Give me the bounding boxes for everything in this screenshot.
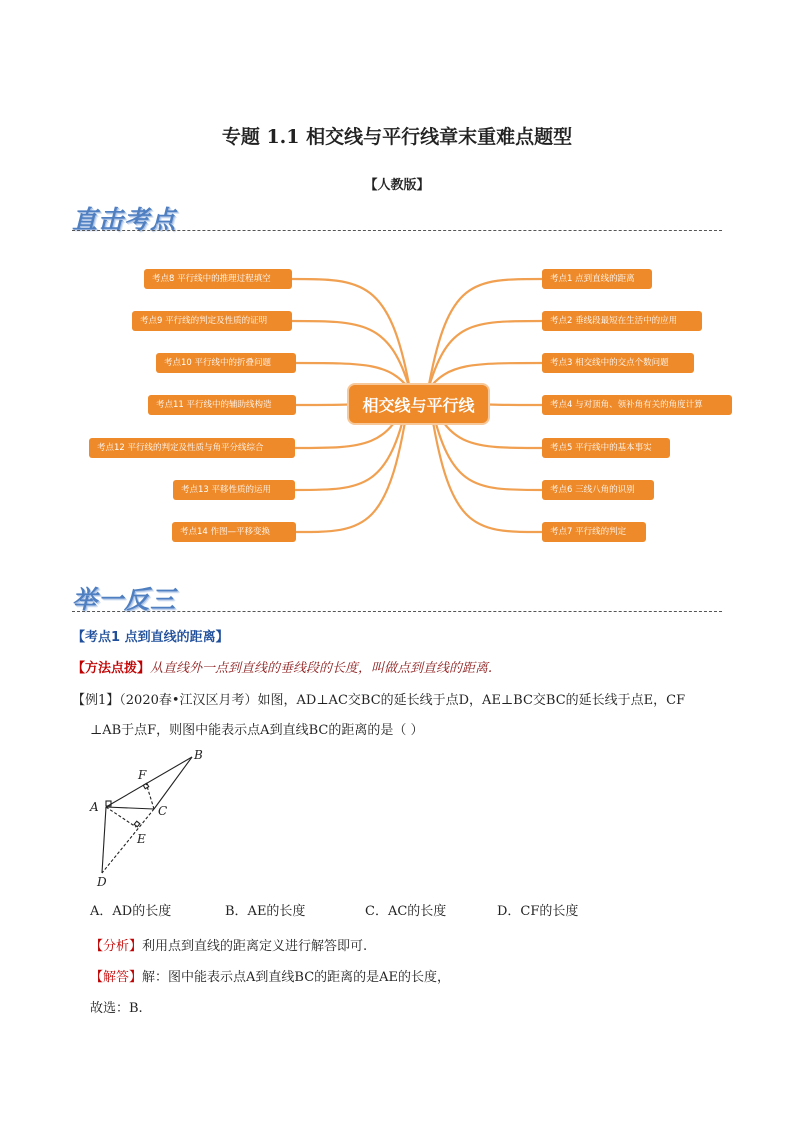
edition-label: 【人教版】 — [364, 178, 430, 193]
point-label-f: F — [138, 768, 147, 782]
method-tip — [72, 657, 492, 676]
analysis-text: 利用点到直线的距离定义进行解答即可. — [142, 939, 368, 954]
mindmap-node-left-6: 考点13 平移性质的运用 — [173, 480, 295, 500]
mindmap-center-node: 相交线与平行线 — [347, 383, 490, 425]
mindmap-node-left-7: 考点14 作图—平移变换 — [172, 522, 296, 542]
answer-choice: 故选：B. — [90, 1001, 143, 1016]
example-line-2: ⊥AB于点F，则图中能表示点A到直线BC的距离的是（ ） — [90, 723, 424, 738]
geometry-figure — [86, 745, 216, 890]
mindmap-node-left-3: 考点10 平行线中的折叠问题 — [156, 353, 296, 373]
section-heading: 【考点1 点到直线的距离】 — [72, 630, 229, 645]
mindmap-node-right-2: 考点2 垂线段最短在生活中的应用 — [542, 311, 702, 331]
mindmap-node-right-5: 考点5 平行线中的基本事实 — [542, 438, 670, 458]
mindmap-branch-right-2 — [428, 321, 542, 390]
mindmap-node-left-2: 考点9 平行线的判定及性质的证明 — [132, 311, 292, 331]
point-label-e: E — [137, 832, 146, 846]
mindmap-node-right-7: 考点7 平行线的判定 — [542, 522, 646, 542]
option-a: A．AD的长度 — [90, 904, 172, 919]
point-label-c: C — [158, 804, 168, 818]
mindmap-node-right-3: 考点3 相交线中的交点个数问题 — [542, 353, 694, 373]
answer — [90, 966, 450, 985]
point-label-d: D — [97, 875, 107, 889]
method-label: 【方法点拨】 — [72, 661, 151, 676]
section-banner-practice: 举一反三 — [72, 585, 177, 614]
banner-divider-2 — [72, 611, 722, 612]
analysis-label: 【分析】 — [90, 939, 143, 954]
point-label-a: A — [90, 800, 99, 814]
point-label-b: B — [194, 748, 203, 762]
page-title: 专题 1.1 相交线与平行线章末重难点题型 — [221, 126, 573, 148]
method-text: 从直线外一点到直线的垂线段的长度，叫做点到直线的距离. — [150, 661, 493, 676]
option-d: D．CF的长度 — [497, 904, 579, 919]
analysis — [90, 935, 367, 954]
option-b: B．AE的长度 — [225, 904, 306, 919]
mindmap-node-right-4: 考点4 与对顶角、领补角有关的角度计算 — [542, 395, 732, 415]
answer-label: 【解答】 — [90, 970, 143, 985]
mindmap-node-right-6: 考点6 三线八角的识别 — [542, 480, 654, 500]
example-line-1: 【例1】（2020春•江汉区月考）如图，AD⊥AC交BC的延长线于点D，AE⊥BC交BC的延长线于点E，CF — [72, 693, 686, 708]
answer-text: 解：图中能表示点A到直线BC的距离的是AE的长度， — [142, 970, 451, 985]
section-banner-key-points: 直击考点 — [72, 205, 177, 234]
mindmap-node-left-1: 考点8 平行线中的推理过程填空 — [144, 269, 292, 289]
mindmap-branches — [0, 0, 794, 560]
mindmap-node-right-1: 考点1 点到直线的距离 — [542, 269, 652, 289]
mindmap-branch-left-2 — [292, 321, 410, 390]
mindmap-node-left-5: 考点12 平行线的判定及性质与角平分线综合 — [89, 438, 295, 458]
option-c: C．AC的长度 — [365, 904, 447, 919]
mindmap-node-left-4: 考点11 平行线中的辅助线构造 — [148, 395, 296, 415]
